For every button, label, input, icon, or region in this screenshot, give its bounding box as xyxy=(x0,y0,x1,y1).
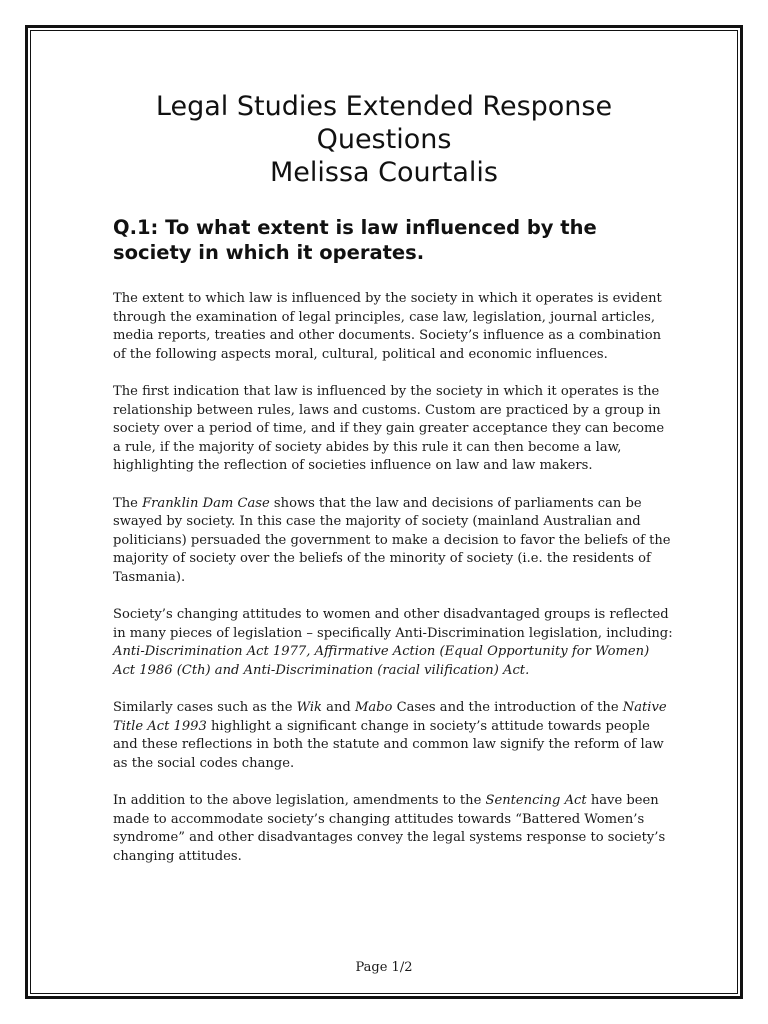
case-name: Wik xyxy=(296,700,322,716)
paragraph-1 xyxy=(113,290,673,364)
paragraph-text: highlight a significant change in society’s attitude towards people and these reflections in both the statute and common law signify the reform of law as the social codes change. xyxy=(113,718,664,771)
document-title xyxy=(60,90,708,189)
legislation-name: Native Title Act 1993 xyxy=(113,700,667,734)
paragraph-4 xyxy=(113,606,673,680)
page-number: Page 1/2 xyxy=(355,960,413,975)
document-body xyxy=(113,290,673,885)
legislation-name: Sentencing Act xyxy=(485,793,587,809)
paragraph-text: shows that the law and decisions of parliaments can be swayed by society. In this case the majority of society (mainland Australian and politicians) persuaded the government to make a decision to favor the beliefs of the majority of society over the beliefs of the minority of society (i.e. the residents of Tasmania). xyxy=(113,495,671,585)
title-line-1: Legal Studies Extended Response xyxy=(155,91,613,122)
title-line-2: Questions xyxy=(316,124,452,155)
legislation-names: Anti-Discrimination Act 1977, Affirmative Action (Equal Opportunity for Women) Act 1986 (Cth) and Anti-Discrimination (racial vilification) Act. xyxy=(113,644,650,678)
author-name: Melissa Courtalis xyxy=(270,157,498,188)
paragraph-text: The xyxy=(113,495,143,511)
paragraph-text: In addition to the above legislation, amendments to the xyxy=(113,793,486,809)
paragraph-3 xyxy=(113,495,673,588)
paragraph-text: The first indication that law is influenced by the society in which it operates is the relationship between rules, laws and customs. Custom are practiced by a group in society over a period of time, and if they gain greater acceptance they can become a rule, if the majority of society abides by this rule it can then become a law, highlighting the reflection of societies influence on law and law makers. xyxy=(113,383,665,474)
paragraph-2 xyxy=(113,383,673,476)
paragraph-text: Society’s changing attitudes to women and other disadvantaged groups is reflected in many pieces of legislation – specifically Anti-Discrimination legislation, including: xyxy=(113,607,673,641)
paragraph-text: The extent to which law is influenced by the society in which it operates is evident through the examination of legal principles, case law, legislation, journal articles, media reports, treaties and other documents. Society’s influence as a combination of the following aspects moral, cultural, political and economic influences. xyxy=(113,291,662,362)
paragraph-text: Similarly cases such as the xyxy=(113,700,297,716)
paragraph-6 xyxy=(113,792,673,866)
case-name: Mabo xyxy=(354,700,393,716)
paragraph-text: and xyxy=(322,700,355,716)
paragraph-text: have been made to accommodate society’s changing attitudes towards “Battered Women’s syndrome” and other disadvantages convey the legal systems response to society’s changing attitudes. xyxy=(113,793,666,864)
question-heading: Q.1: To what extent is law influenced by the society in which it operates. xyxy=(113,216,597,264)
case-name: Franklin Dam Case xyxy=(142,495,270,511)
paragraph-text: Cases and the introduction of the xyxy=(392,700,623,716)
paragraph-5 xyxy=(113,699,673,773)
